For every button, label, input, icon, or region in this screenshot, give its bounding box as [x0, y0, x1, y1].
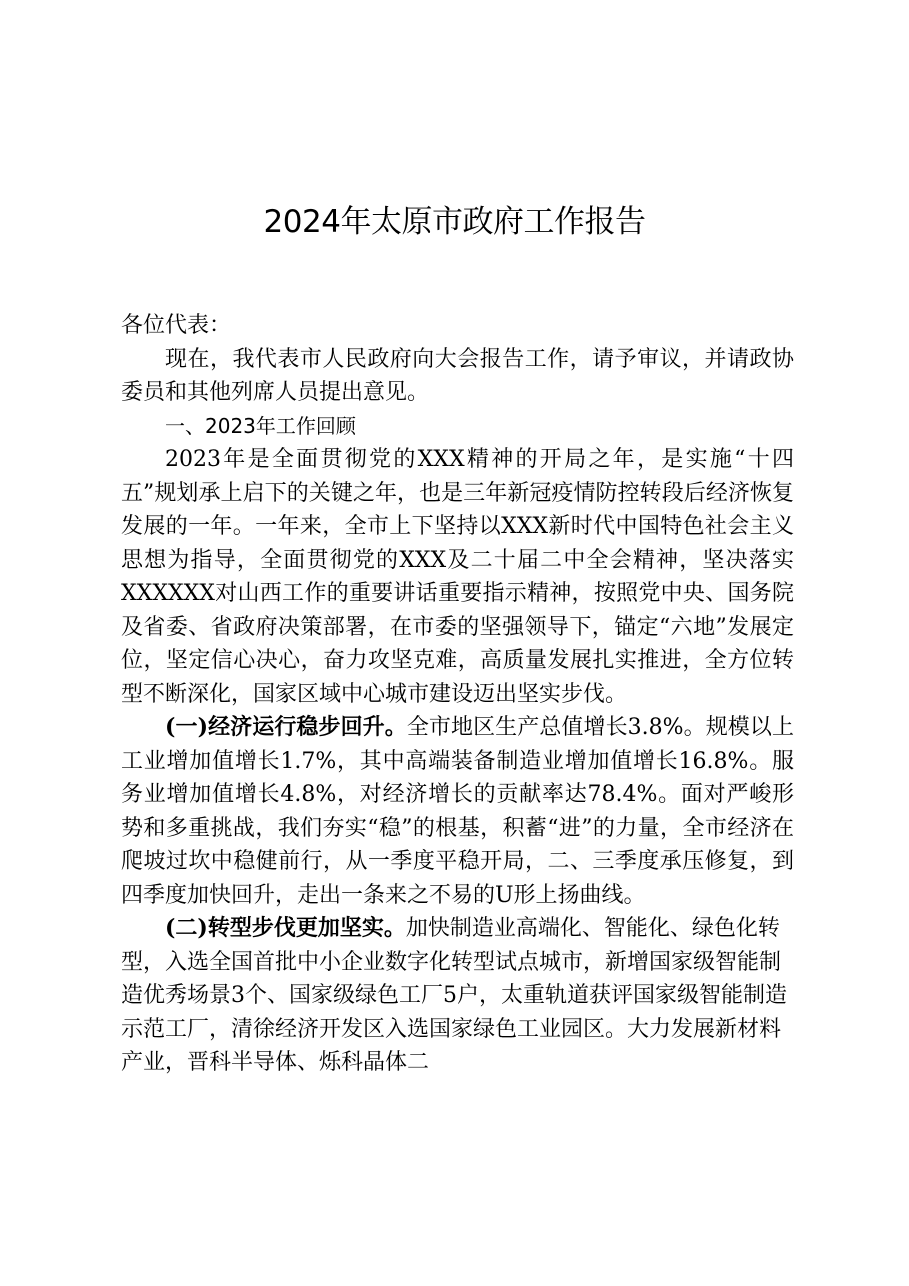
- document-title: 2024年太原市政府工作报告: [263, 204, 646, 240]
- transform-body: 加快制造业高端化、智能化、绿色化转型，入选全国首批中小企业数字化转型试点城市，新增国家级智能制造优秀场景3个、国家级绿色工厂5户，太重轨道获评国家级智能制造示范工厂，清徐经济开发区入选国家绿色工业园区。大力发展新材料产业，晋科半导体、烁科晶体二: [121, 916, 787, 1075]
- economy-lead: (一)经济运行稳步回升。: [165, 714, 407, 740]
- overview-paragraph: 2023年是全面贯彻党的XXX精神的开局之年，是实施“十四五”规划承上启下的关键之年，也是三年新冠疫情防控转段后经济恢复发展的一年。一年来，全市上下坚持以XXX新时代中国特色社会主义思想为指导，全面贯彻党的XXX及二十届二中全会精神，坚决落实XXXXXX对山西工作的重要讲话重要指示精神，按照党中央、国务院及省委、省政府决策部署，在市委的坚强领导下，锚定“六地”发展定位，坚定信心决心，奋力攻坚克难，高质量发展扎实推进，全方位转型不断深化，国家区域中心城市建设迈出坚实步伐。: [121, 447, 794, 707]
- document-body: [121, 309, 794, 1080]
- economy-body: 全市地区生产总值增长3.8%。规模以上工业增加值增长1.7%，其中高端装备制造业增加值增长16.8%。服务业增加值增长4.8%，对经济增长的贡献率达78.4%。面对严峻形势和多重挑战，我们夯实“稳”的根基，积蓄“进”的力量，全市经济在爬坡过坎中稳健前行，从一季度平稳开局，二、三季度承压修复，到四季度加快回升，走出一条来之不易的U形上扬曲线。: [121, 715, 794, 908]
- economy-paragraph: [121, 711, 794, 912]
- salutation: 各位代表：: [121, 313, 232, 338]
- transform-paragraph: [121, 912, 794, 1080]
- intro-paragraph: 现在，我代表市人民政府向大会报告工作，请予审议，并请政协委员和其他列席人员提出意见。: [121, 346, 794, 405]
- transform-lead: (二)转型步伐更加坚实。: [165, 915, 406, 941]
- section-heading: 一、2023年工作回顾: [165, 413, 356, 438]
